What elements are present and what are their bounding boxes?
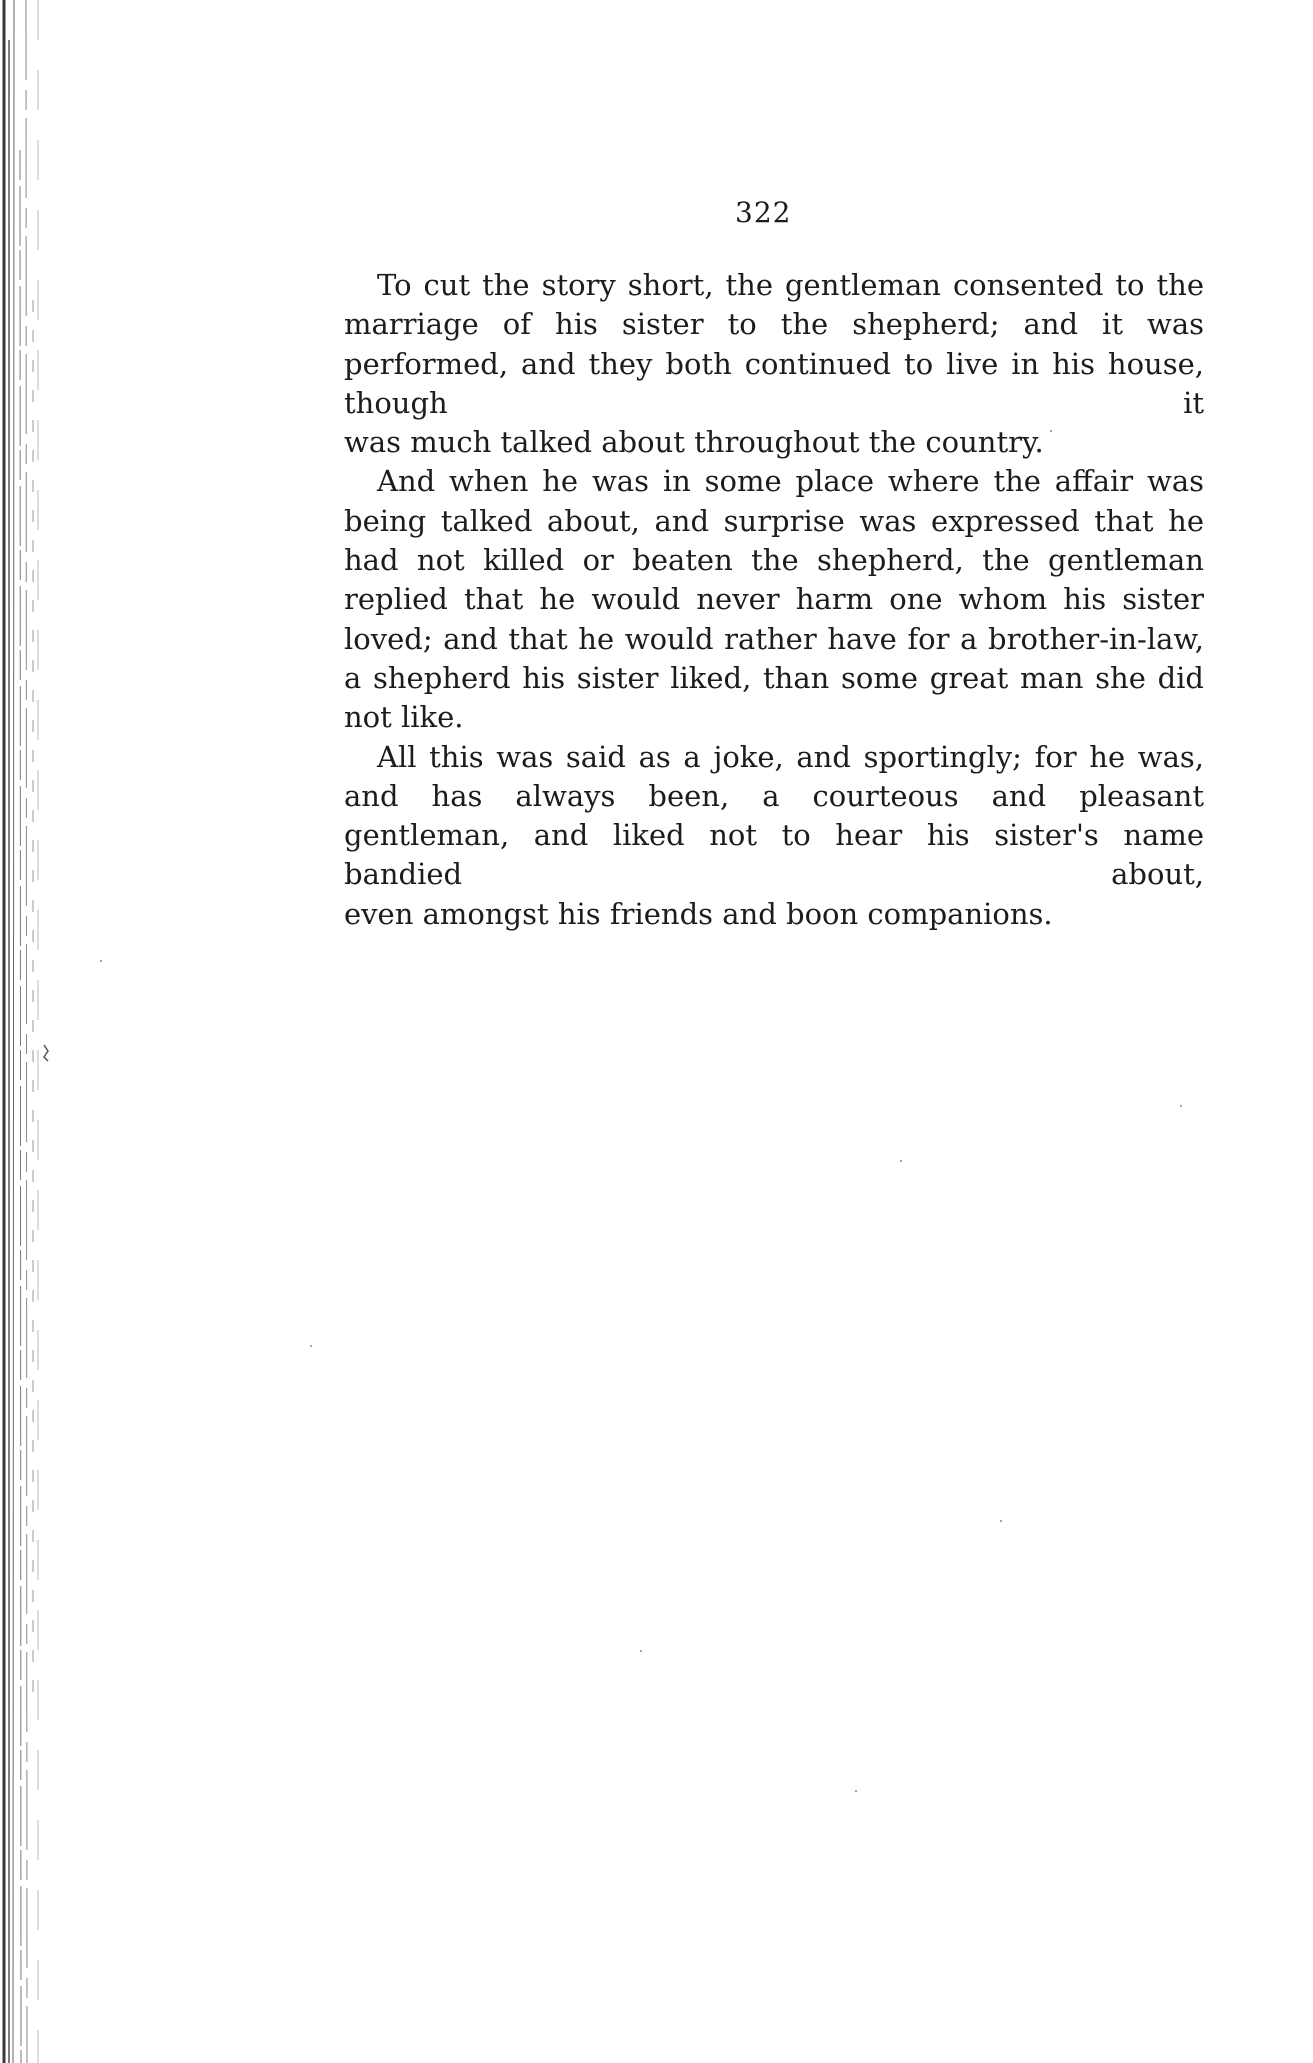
paper-speck: [640, 1650, 642, 1652]
body-text: [344, 266, 1204, 934]
paragraph: And when he was in some place where the affair was being talked about, and surprise was expressed that he had not killed or beaten the shepherd, the gentleman replied that he would never harm one whom his sister loved; and that he would rather have for a brother-in-law, a shepherd his sister liked, than some great man she did: [344, 464, 1204, 695]
paragraph-last-line: not like.: [344, 700, 464, 735]
paper-speck: [310, 1345, 312, 1347]
paragraph: All this was said as a joke, and sportingly; for he was, and has always been, a courteous and pleasant gentleman, and liked not to hear his sister's name bandied about,: [344, 739, 1204, 892]
paragraph-last-line: even amongst his friends and boon companions.: [344, 896, 1053, 931]
page-number: 322: [735, 196, 792, 229]
scanned-binding-edge: [0, 0, 50, 2063]
paper-speck: [1050, 430, 1052, 432]
paper-speck: [1180, 1105, 1182, 1107]
paragraph-last-line: was much talked about throughout the country.: [344, 425, 1044, 460]
paper-speck: [100, 960, 102, 962]
paragraph: To cut the story short, the gentleman consented to the marriage of his sister to the shepherd; and it was performed, and they both continued to live in his house, though it: [344, 268, 1204, 420]
paper-speck: [855, 1790, 857, 1792]
paper-speck: [900, 1160, 902, 1162]
paper-speck: [1000, 1520, 1002, 1522]
